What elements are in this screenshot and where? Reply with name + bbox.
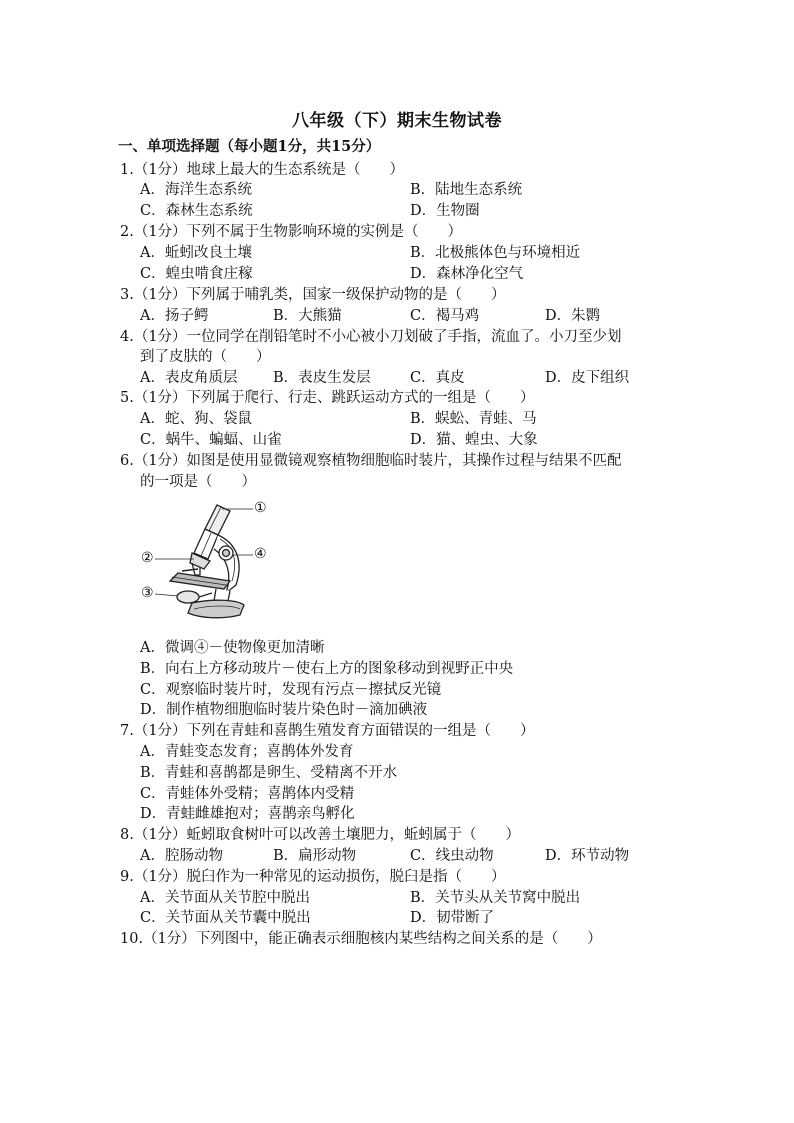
question-2-option-a: A．蚯蚓改良土壤 (140, 245, 252, 261)
section-heading: 一、单项选择题（每小题1分，共15分） (118, 138, 381, 155)
question-8-option-b: B．扁形动物 (273, 848, 357, 864)
question-6-stem: 6.（1分）如图是使用显微镜观察植物细胞临时装片，其操作过程与结果不匹配 (120, 453, 622, 469)
question-9-stem: 9.（1分）脱臼作为一种常见的运动损伤，脱臼是指（ ） (120, 869, 506, 885)
question-4-stem-cont: 到了皮肤的（ ） (140, 349, 271, 365)
figure-label-1: ① (254, 500, 267, 516)
question-8-option-a: A．腔肠动物 (140, 848, 223, 864)
question-9-option-c: C．关节面从关节囊中脱出 (140, 910, 311, 926)
question-1-option-c: C．森林生态系统 (140, 203, 253, 219)
question-2-option-d: D．森林净化空气 (410, 266, 524, 282)
question-4-stem: 4.（1分）一位同学在削铅笔时不小心被小刀划破了手指，流血了。小刀至少划 (120, 329, 622, 345)
question-1-option-a: A．海洋生态系统 (140, 182, 252, 198)
question-6-option-a: A．微调④－使物像更加清晰 (140, 640, 325, 656)
question-1-stem: 1.（1分）地球上最大的生态系统是（ ） (120, 162, 405, 178)
question-6-option-d: D．制作植物细胞临时装片染色时－滴加碘液 (140, 702, 428, 718)
question-7-stem: 7.（1分）下列在青蛙和喜鹊生殖发育方面错误的一组是（ ） (120, 723, 535, 739)
question-3-option-b: B．大熊猫 (273, 308, 342, 324)
question-8-option-d: D．环节动物 (545, 848, 630, 864)
figure-label-4: ④ (254, 546, 267, 562)
question-3-option-d: D．朱鹮 (545, 308, 601, 324)
page-title: 八年级（下）期末生物试卷 (292, 111, 502, 131)
figure-label-2: ② (141, 550, 154, 566)
question-9-option-d: D．韧带断了 (410, 910, 495, 926)
question-1-option-b: B．陆地生态系统 (410, 182, 523, 198)
question-8-stem: 8.（1分）蚯蚓取食树叶可以改善土壤肥力，蚯蚓属于（ ） (120, 827, 521, 843)
question-4-option-c: C．真皮 (410, 370, 465, 386)
question-9-option-a: A．关节面从关节腔中脱出 (140, 890, 310, 906)
question-1-option-d: D．生物圈 (410, 203, 480, 219)
mirror (177, 591, 199, 603)
question-5-option-a: A．蛇、狗、袋鼠 (140, 411, 252, 427)
question-3-stem: 3.（1分）下列属于哺乳类，国家一级保护动物的是（ ） (120, 287, 506, 303)
question-5-option-d: D．猫、蝗虫、大象 (410, 432, 538, 448)
question-6-stem-cont: 的一项是（ ） (140, 474, 256, 490)
question-8-option-c: C．线虫动物 (410, 848, 494, 864)
microscope-drawing (140, 497, 270, 625)
question-5-stem: 5.（1分）下列属于爬行、行走、跳跃运动方式的一组是（ ） (120, 390, 535, 406)
figure-label-3: ③ (141, 585, 154, 601)
microscope-figure (140, 497, 270, 625)
question-5-option-c: C．蜗牛、蝙蝠、山雀 (140, 432, 282, 448)
question-7-option-b: B．青蛙和喜鹊都是卵生、受精离不开水 (140, 765, 398, 781)
question-7-option-d: D．青蛙雌雄抱对；喜鹊亲鸟孵化 (140, 806, 355, 822)
question-7-option-a: A．青蛙变态发育；喜鹊体外发育 (140, 744, 354, 760)
question-7-option-c: C．青蛙体外受精；喜鹊体内受精 (140, 786, 355, 802)
question-2-option-b: B．北极熊体色与环境相近 (410, 245, 581, 261)
question-4-option-d: D．皮下组织 (545, 370, 630, 386)
question-4-option-a: A．表皮角质层 (140, 370, 238, 386)
base (188, 600, 244, 618)
question-3-option-a: A．扬子鳄 (140, 308, 209, 324)
question-6-option-b: B．向右上方移动玻片－使右上方的图象移动到视野正中央 (140, 661, 514, 677)
question-4-option-b: B．表皮生发层 (273, 370, 371, 386)
question-3-option-c: C．褐马鸡 (410, 308, 480, 324)
question-2-option-c: C．蝗虫啃食庄稼 (140, 266, 253, 282)
question-9-option-b: B．关节头从关节窝中脱出 (410, 890, 581, 906)
question-5-option-b: B．蜈蚣、青蛙、马 (410, 411, 537, 427)
question-2-stem: 2.（1分）下列不属于生物影响环境的实例是（ ） (120, 224, 463, 240)
question-10-stem: 10.（1分）下列图中，能正确表示细胞核内某些结构之间关系的是（ ） (120, 931, 602, 947)
question-6-option-c: C．观察临时装片时，发现有污点－擦拭反光镜 (140, 682, 442, 698)
